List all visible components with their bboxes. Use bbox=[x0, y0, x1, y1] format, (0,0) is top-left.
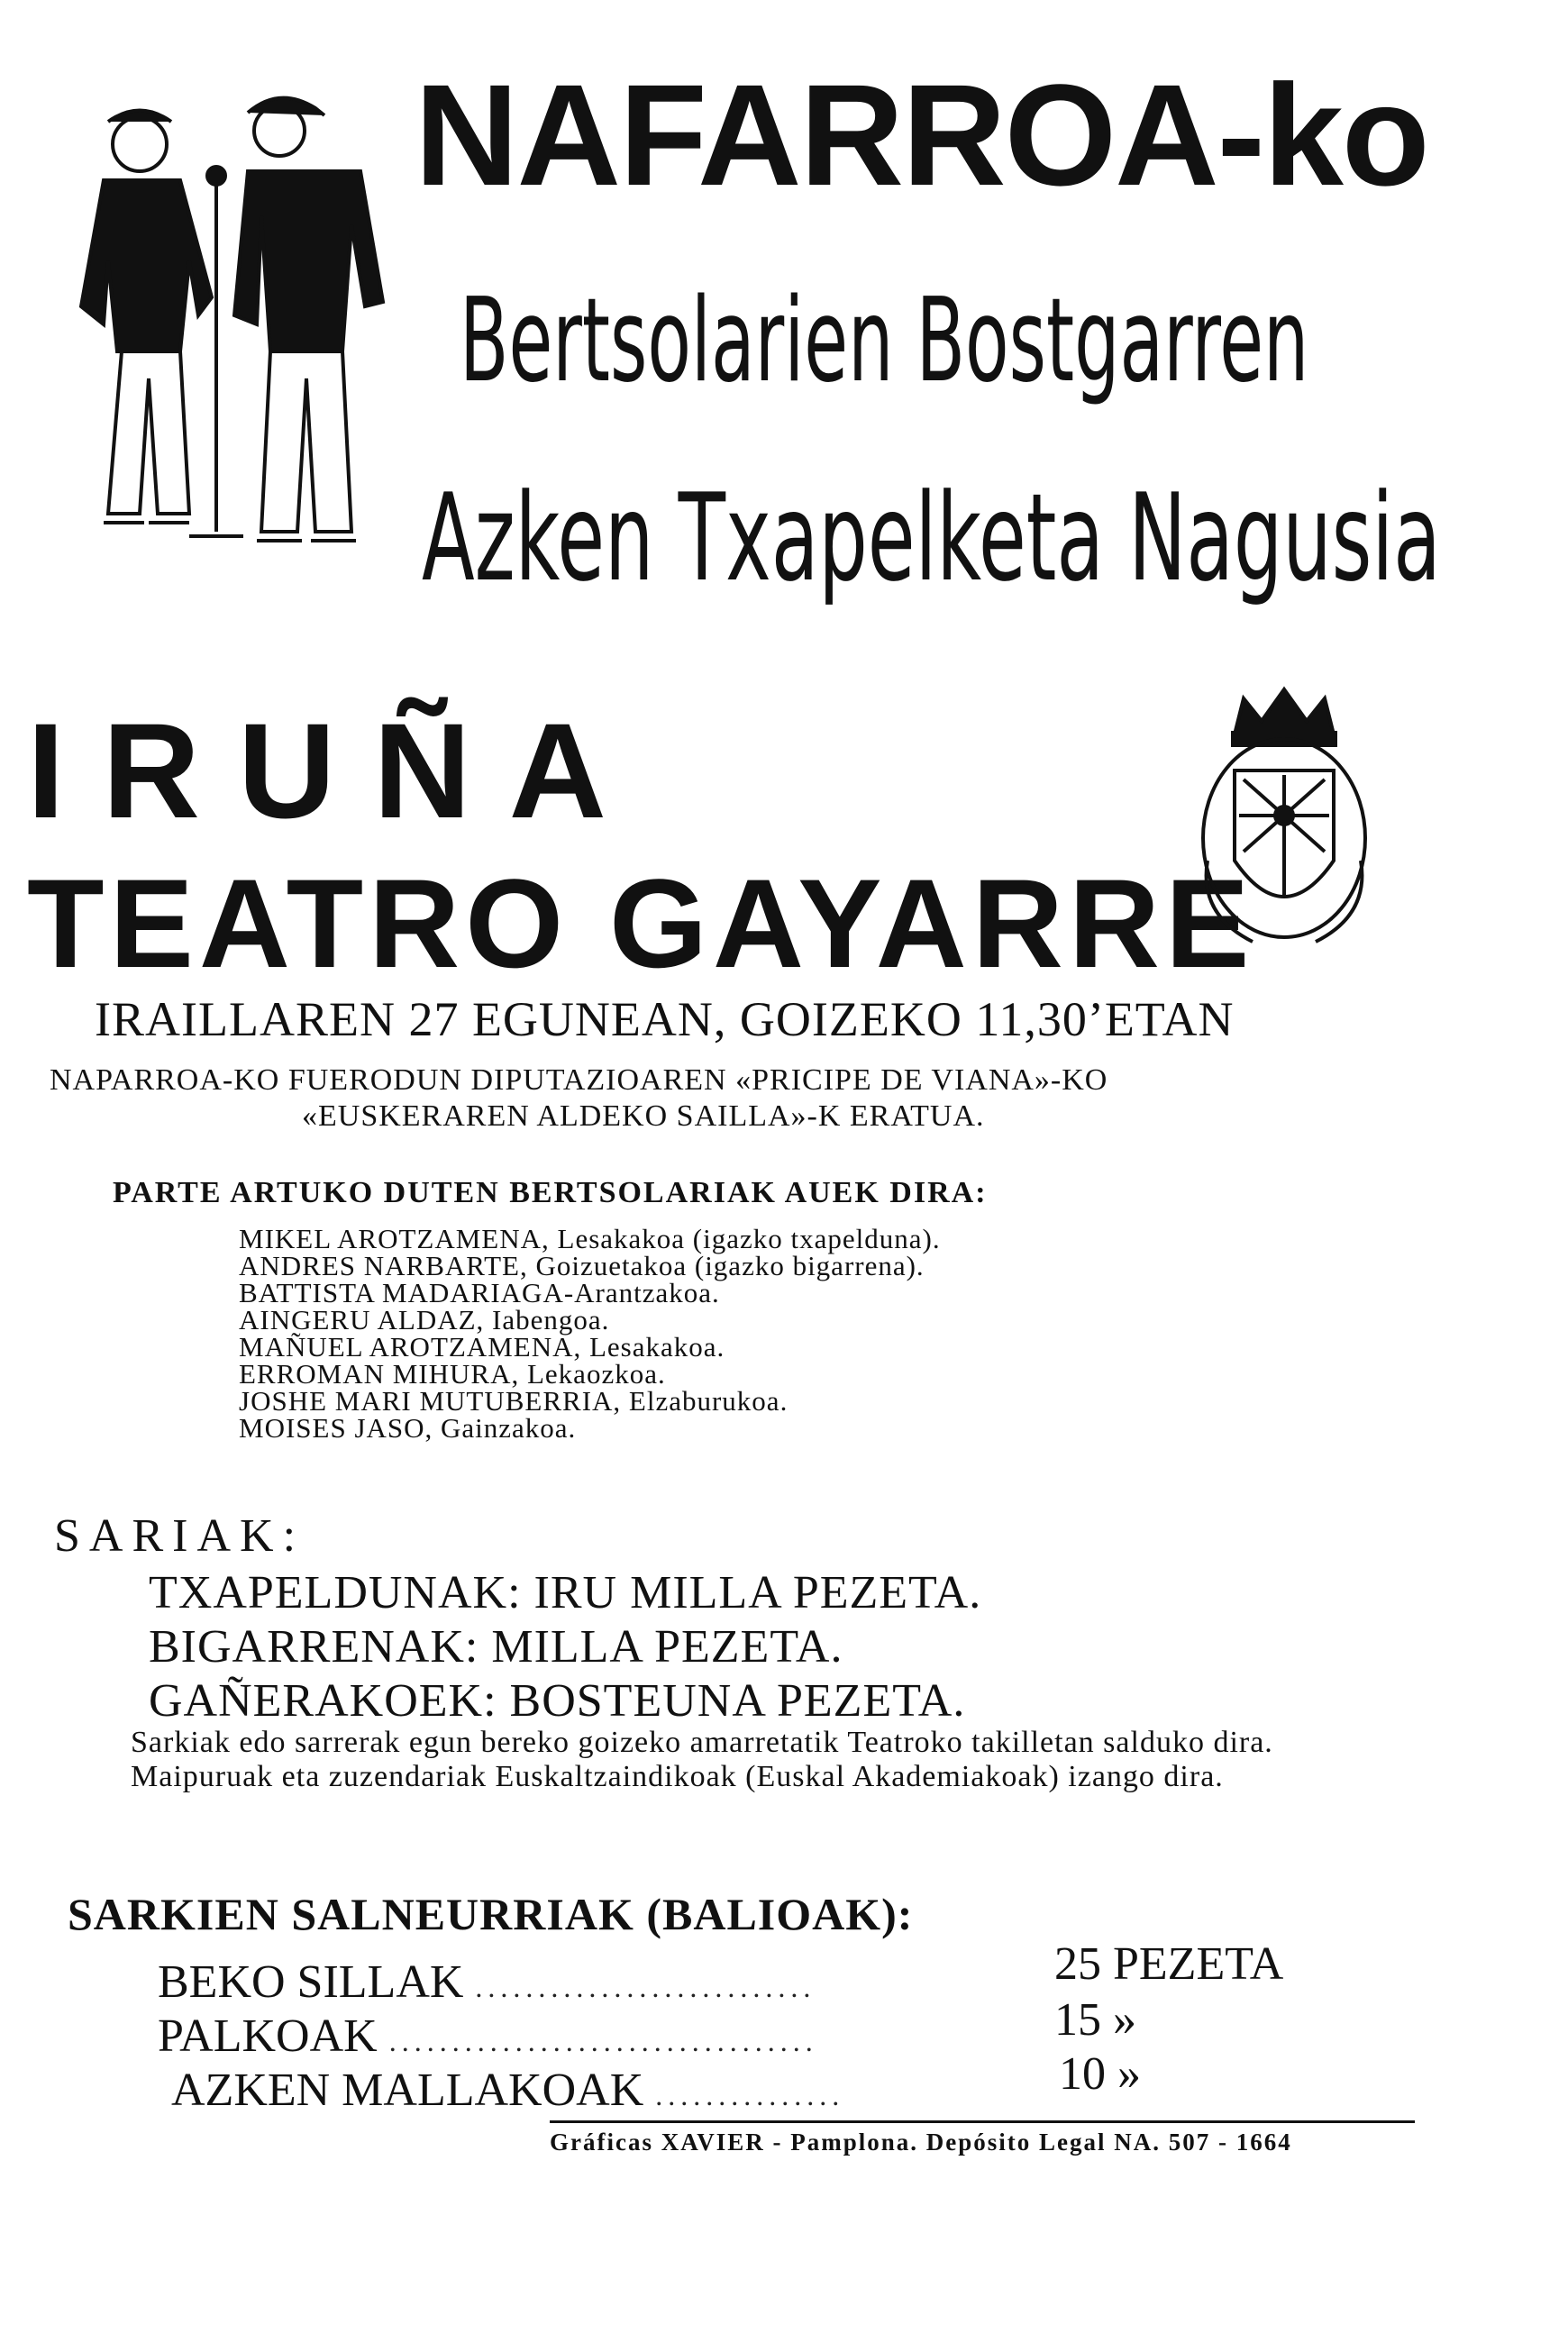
footer-divider bbox=[550, 2120, 1415, 2123]
list-item: ERROMAN MIHURA, Lekaozkoa. bbox=[239, 1358, 666, 1390]
judges-note: Maipuruak eta zuzendariak Euskaltzaindikoak (Euskal Akademiakoak) izango dira. bbox=[131, 1760, 1224, 1793]
prizes-list bbox=[149, 1566, 981, 1728]
notes-section bbox=[50, 1726, 1446, 1794]
poster-subtitle-2: Azken Txapelketa Nagusia bbox=[422, 468, 1441, 608]
price-row bbox=[158, 1955, 816, 2009]
tickets-note: Sarkiak edo sarrerak egun bereko goizeko amarretatik Teatroko takilletan salduko dira. bbox=[131, 1726, 1273, 1759]
price-value: 15 » bbox=[1054, 1994, 1136, 2046]
list-item: BIGARRENAK: MILLA PEZETA. bbox=[149, 1621, 843, 1673]
list-item: TXAPELDUNAK: IRU MILLA PEZETA. bbox=[149, 1567, 982, 1618]
prices-heading: SARKIEN SALNEURRIAK (BALIOAK): bbox=[68, 1889, 914, 1939]
list-item: AINGERU ALDAZ, Iabengoa. bbox=[239, 1304, 610, 1336]
list-item: MOISES JASO, Gainzakoa. bbox=[239, 1412, 577, 1444]
list-item: BATTISTA MADARIAGA-Arantzakoa. bbox=[239, 1277, 720, 1308]
price-value: 10 » bbox=[1059, 2048, 1141, 2100]
list-item: GAÑERAKOEK: BOSTEUNA PEZETA. bbox=[149, 1675, 966, 1727]
price-label: AZKEN MALLAKOAK bbox=[171, 2065, 644, 2116]
participants-heading: PARTE ARTUKO DUTEN BERTSOLARIAK AUEK DIRA: bbox=[113, 1176, 988, 1209]
poster-subtitle-1: Bertsolarien Bostgarren bbox=[460, 274, 1309, 408]
organizer-line-1: NAPARROA-KO FUERODUN DIPUTAZIOAREN «PRICIPE DE VIANA»-KO bbox=[50, 1063, 1108, 1097]
theatre-name: TEATRO GAYARRE bbox=[27, 852, 1255, 994]
list-item: MIKEL AROTZAMENA, Lesakakoa (igazko txapelduna). bbox=[239, 1223, 941, 1254]
participants-list bbox=[239, 1223, 941, 1444]
price-row bbox=[171, 2064, 844, 2117]
list-item: MAÑUEL AROTZAMENA, Lesakakoa. bbox=[239, 1331, 725, 1363]
price-label: PALKOAK bbox=[158, 2010, 378, 2062]
list-item: ANDRES NARBARTE, Goizuetakoa (igazko bigarrena). bbox=[239, 1250, 925, 1281]
event-dateline: IRAILLAREN 27 EGUNEAN, GOIZEKO 11,30’ETAN bbox=[95, 992, 1235, 1046]
price-value: 25 PEZETA bbox=[1054, 1938, 1284, 1990]
leader-dots: .................................. bbox=[388, 2025, 818, 2057]
organizer-line-2: «EUSKERAREN ALDEKO SAILLA»-K ERATUA. bbox=[302, 1099, 985, 1133]
bertsolari-illustration bbox=[54, 81, 397, 586]
leader-dots: ............... bbox=[655, 2079, 845, 2111]
printer-credit: Gráficas XAVIER - Pamplona. Depósito Legal NA. 507 - 1664 bbox=[550, 2129, 1292, 2156]
price-row bbox=[158, 2010, 818, 2063]
leader-dots: ........................... bbox=[475, 1971, 816, 2003]
city-name: IRUÑA bbox=[27, 695, 644, 846]
prizes-heading: SARIAK: bbox=[54, 1510, 305, 1562]
list-item: JOSHE MARI MUTUBERRIA, Elzaburukoa. bbox=[239, 1385, 789, 1417]
navarre-coat-of-arms bbox=[1171, 680, 1397, 969]
poster-title: NAFARROA-ko bbox=[415, 54, 1428, 215]
price-label: BEKO SILLAK bbox=[158, 1956, 464, 2008]
